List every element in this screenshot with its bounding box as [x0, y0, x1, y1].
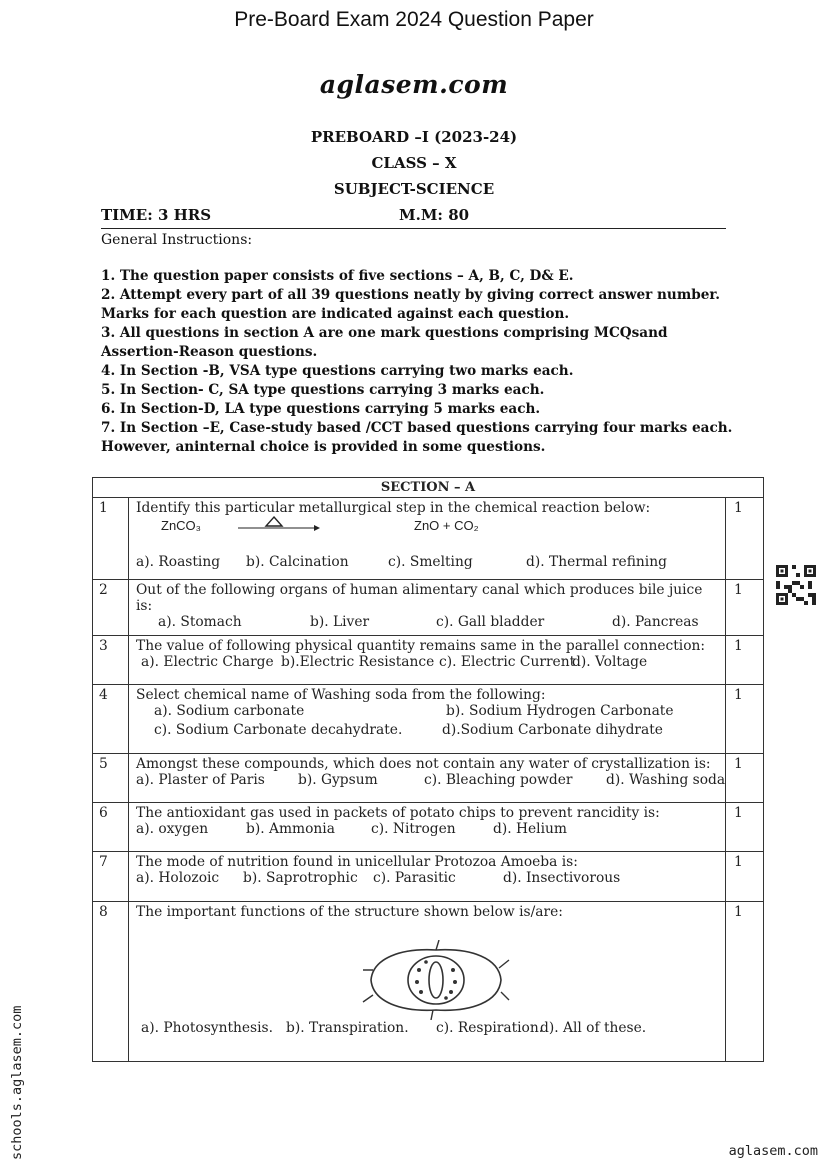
reaction-products: ZnO + CO₂: [414, 518, 479, 533]
heat-arrow-icon: [236, 514, 320, 536]
question-cell: [129, 902, 726, 1062]
option-c: c). Sodium Carbonate decahydrate.: [154, 722, 403, 738]
question-number: 3: [93, 636, 129, 685]
option-a: a). Sodium carbonate: [154, 703, 305, 719]
instruction-line: 2. Attempt every part of all 39 questions neatly by giving correct answer number.: [101, 287, 720, 303]
option-d: d). Insectivorous: [503, 870, 621, 886]
option-c: c). Respiration.: [436, 1020, 544, 1036]
option-b: b). Calcination: [246, 554, 349, 570]
question-number: 7: [93, 852, 129, 902]
question-cell: [129, 685, 726, 754]
options-row: [136, 870, 718, 889]
question-number: 6: [93, 803, 129, 852]
footer-url: aglasem.com: [728, 1143, 818, 1159]
question-marks: 1: [726, 636, 764, 685]
question-text: The antioxidant gas used in packets of potato chips to prevent rancidity is:: [136, 805, 660, 821]
instruction-line: 7. In Section –E, Case-study based /CCT based questions carrying four marks each.: [101, 420, 733, 436]
general-instructions-title: General Instructions:: [101, 232, 253, 248]
option-a: a). Electric Charge: [141, 654, 274, 670]
question-number: 1: [93, 498, 129, 580]
question-text: Identify this particular metallurgical step in the chemical reaction below:: [136, 500, 651, 516]
question-marks: 1: [726, 498, 764, 580]
question-cell: [129, 636, 726, 685]
class-title: CLASS – X: [371, 154, 457, 172]
question-text: Out of the following organs of human alimentary canal which produces bile juice is:: [136, 582, 703, 614]
instruction-line: However, aninternal choice is provided in some questions.: [101, 439, 546, 455]
qr-code-icon[interactable]: [776, 565, 816, 605]
option-a: a). oxygen: [136, 821, 209, 837]
option-c: c). Nitrogen: [371, 821, 456, 837]
question-text: Select chemical name of Washing soda from the following:: [136, 687, 546, 703]
question-number: 8: [93, 902, 129, 1062]
question-row: [93, 902, 764, 1062]
options-row: [136, 772, 726, 791]
question-cell: [129, 803, 726, 852]
reaction-equation: [136, 518, 718, 540]
question-text: The important functions of the structure shown below is/are:: [136, 904, 563, 920]
reaction-arrow-heat: [236, 514, 320, 539]
options-row: [136, 654, 718, 673]
question-row: [93, 685, 764, 754]
instructions-list: [101, 267, 741, 457]
option-c: c). Parasitic: [373, 870, 456, 886]
option-d: d). Washing soda: [606, 772, 726, 788]
option-b: b). Sodium Hydrogen Carbonate: [446, 703, 674, 719]
question-number: 2: [93, 580, 129, 636]
instruction-line: 3. All questions in section A are one mark questions comprising MCQsand: [101, 325, 668, 341]
option-a: a). Holozoic: [136, 870, 220, 886]
option-b: b). Transpiration.: [286, 1020, 409, 1036]
document-banner-title: Pre-Board Exam 2024 Question Paper: [234, 8, 594, 31]
question-text: Amongst these compounds, which does not contain any water of crystallization is:: [136, 756, 711, 772]
question-cell: [129, 498, 726, 580]
question-marks: 1: [726, 902, 764, 1062]
question-cell: [129, 580, 726, 636]
option-b: b). Liver: [310, 614, 370, 630]
option-a: a). Photosynthesis.: [141, 1020, 274, 1036]
options-row: [136, 703, 718, 722]
section-header-row: [93, 478, 764, 498]
max-marks-label: M.M: 80: [399, 206, 470, 224]
option-d: d).Sodium Carbonate dihydrate: [442, 722, 663, 738]
instruction-line: Assertion-Reason questions.: [101, 344, 318, 360]
section-title: SECTION – A: [93, 478, 764, 498]
options-row: [136, 614, 718, 633]
time-label: TIME: 3 HRS: [101, 206, 212, 224]
question-row: [93, 636, 764, 685]
instruction-line: 1. The question paper consists of five sections – A, B, C, D& E.: [101, 268, 574, 284]
option-a: a). Roasting: [136, 554, 221, 570]
subject-title: SUBJECT-SCIENCE: [333, 180, 495, 198]
option-c: c). Smelting: [388, 554, 473, 570]
option-b: b). Gypsum: [298, 772, 378, 788]
option-c: c). Electric Current: [439, 654, 576, 670]
options-row: [136, 821, 718, 840]
option-c: c). Gall bladder: [436, 614, 545, 630]
options-row: [136, 1020, 718, 1039]
question-marks: 1: [726, 580, 764, 636]
option-b: b).Electric Resistance: [281, 654, 435, 670]
question-marks: 1: [726, 803, 764, 852]
side-watermark-url: schools.aglasem.com: [9, 1005, 25, 1160]
time-marks-row: [101, 206, 726, 229]
stomata-figure: [136, 920, 718, 1020]
instruction-line: 6. In Section-D, LA type questions carrying 5 marks each.: [101, 401, 541, 417]
reaction-reactant: ZnCO₃: [161, 518, 201, 533]
question-row: [93, 498, 764, 580]
question-row: [93, 754, 764, 803]
option-b: b). Saprotrophic: [243, 870, 358, 886]
instruction-line: 4. In Section -B, VSA type questions carrying two marks each.: [101, 363, 574, 379]
question-cell: [129, 852, 726, 902]
option-c: c). Bleaching powder: [424, 772, 573, 788]
question-number: 4: [93, 685, 129, 754]
question-number: 5: [93, 754, 129, 803]
question-cell: [129, 754, 726, 803]
instruction-line: Marks for each question are indicated against each question.: [101, 306, 570, 322]
exam-title: PREBOARD –I (2023-24): [310, 128, 518, 146]
section-a-table: [92, 477, 764, 1062]
option-d: d). Thermal refining: [526, 554, 667, 570]
options-row: [136, 554, 718, 573]
question-marks: 1: [726, 754, 764, 803]
question-row: [93, 803, 764, 852]
option-b: b). Ammonia: [246, 821, 335, 837]
option-d: d). All of these.: [540, 1020, 647, 1036]
question-marks: 1: [726, 685, 764, 754]
options-row: [136, 722, 718, 741]
question-text: The mode of nutrition found in unicellular Protozoa Amoeba is:: [136, 854, 578, 870]
option-a: a). Stomach: [158, 614, 242, 630]
question-row: [93, 580, 764, 636]
option-d: d). Helium: [493, 821, 567, 837]
question-marks: 1: [726, 852, 764, 902]
option-d: d). Voltage: [572, 654, 648, 670]
aglasem-logo: aglasem.com: [319, 70, 509, 99]
stomata-diagram-icon: [361, 940, 511, 1020]
question-text: The value of following physical quantity remains same in the parallel connection:: [136, 638, 706, 654]
option-a: a). Plaster of Paris: [136, 772, 265, 788]
instruction-line: 5. In Section- C, SA type questions carrying 3 marks each.: [101, 382, 545, 398]
option-d: d). Pancreas: [612, 614, 699, 630]
question-row: [93, 852, 764, 902]
